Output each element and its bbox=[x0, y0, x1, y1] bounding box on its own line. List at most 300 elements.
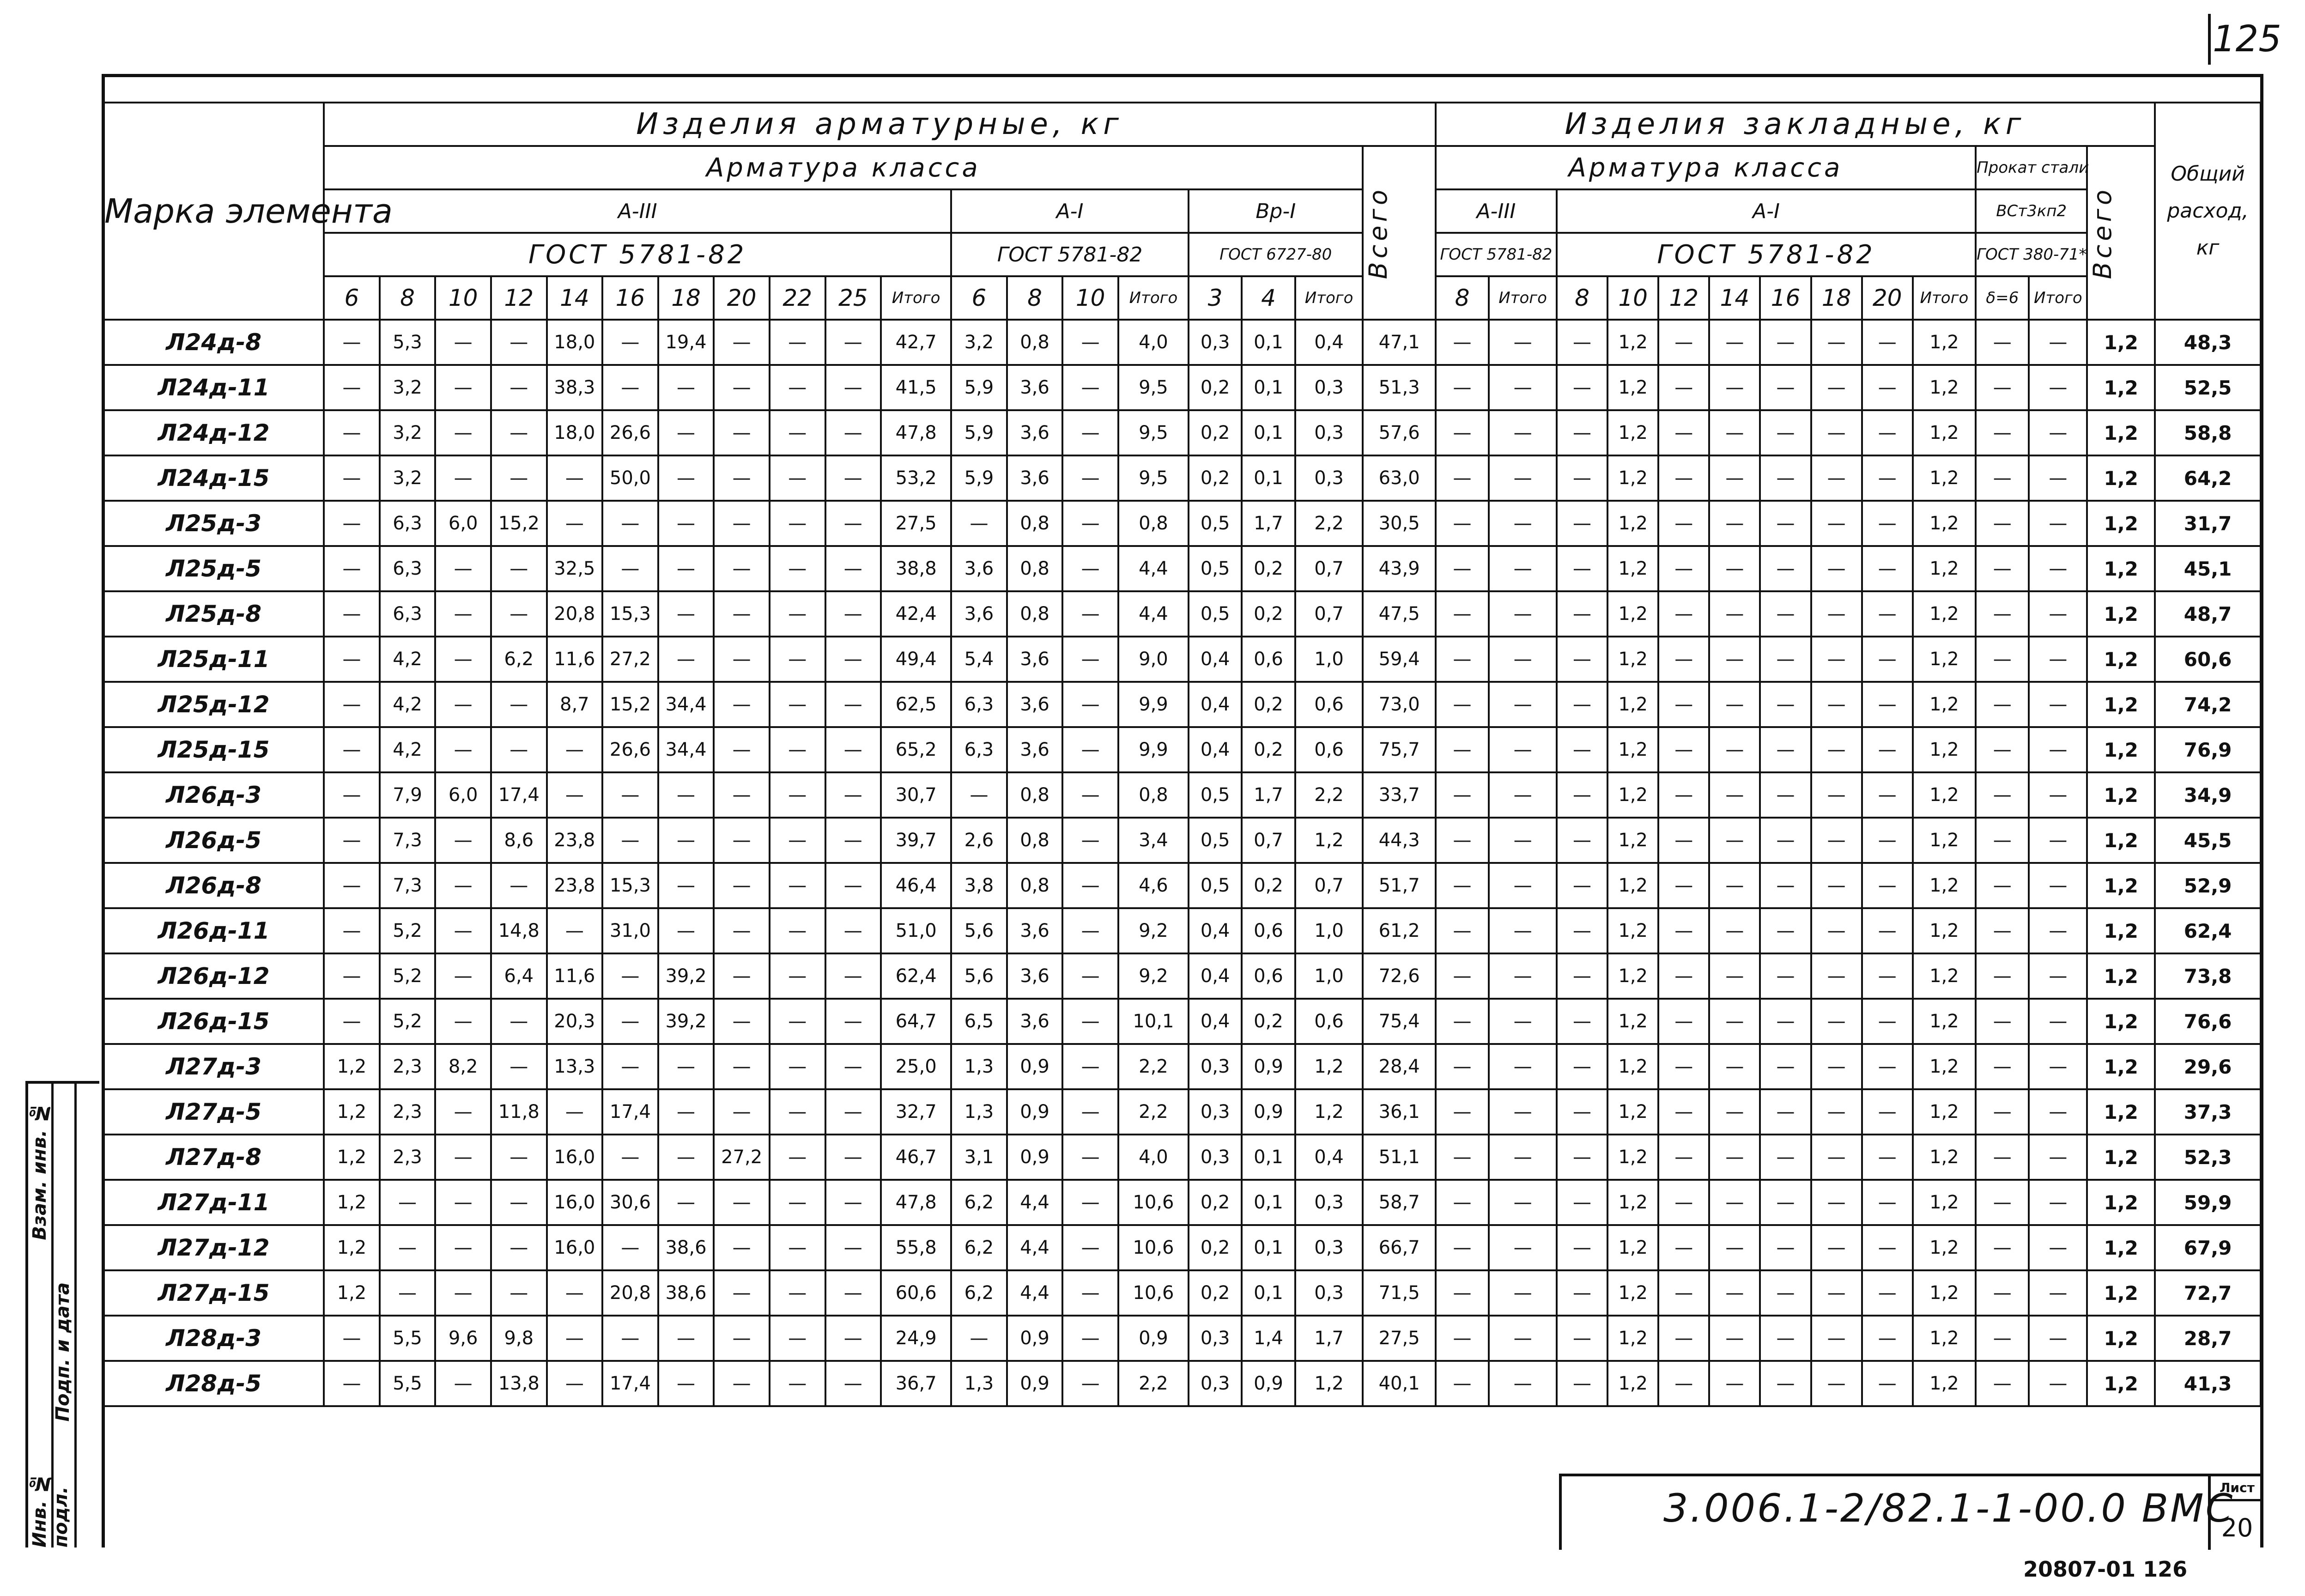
value-cell: — bbox=[1062, 1044, 1118, 1089]
value-cell: — bbox=[1811, 999, 1862, 1044]
value-cell: 0,3 bbox=[1189, 1135, 1242, 1180]
column-header: 10 bbox=[1607, 276, 1658, 320]
table-row bbox=[103, 1316, 2261, 1361]
value-cell: — bbox=[547, 1270, 603, 1316]
value-cell: 1,2 bbox=[1607, 818, 1658, 863]
element-mark-cell: Л27д-5 bbox=[103, 1089, 324, 1135]
value-cell: 3,6 bbox=[1007, 682, 1063, 727]
value-cell: 23,8 bbox=[547, 818, 603, 863]
value-cell: — bbox=[1709, 1361, 1760, 1406]
value-cell: 55,8 bbox=[881, 1225, 951, 1270]
value-cell: — bbox=[1760, 863, 1811, 908]
value-cell: 15,3 bbox=[602, 591, 658, 637]
a3-standard: ГОСТ 5781-82 bbox=[324, 233, 951, 276]
value-cell: 4,4 bbox=[1007, 1225, 1063, 1270]
value-cell: — bbox=[435, 818, 491, 863]
value-cell: — bbox=[602, 1225, 658, 1270]
value-cell: — bbox=[435, 1180, 491, 1225]
value-cell: — bbox=[770, 455, 825, 501]
value-cell: — bbox=[602, 365, 658, 410]
value-cell: 0,8 bbox=[1007, 818, 1063, 863]
value-cell: 72,6 bbox=[1363, 953, 1435, 999]
value-cell: 34,4 bbox=[658, 682, 714, 727]
value-cell: — bbox=[1811, 1361, 1862, 1406]
value-cell: 1,2 bbox=[1607, 320, 1658, 365]
column-header: Итого bbox=[881, 276, 951, 320]
value-cell: 3,6 bbox=[1007, 908, 1063, 953]
value-cell: — bbox=[324, 999, 380, 1044]
value-cell: 10,6 bbox=[1118, 1180, 1189, 1225]
value-cell: 1,2 bbox=[1607, 727, 1658, 772]
column-header: 8 bbox=[1007, 276, 1063, 320]
value-cell: 58,8 bbox=[2155, 410, 2261, 455]
value-cell: — bbox=[1436, 999, 1489, 1044]
value-cell: — bbox=[602, 546, 658, 591]
value-cell: — bbox=[1709, 772, 1760, 818]
value-cell: 1,2 bbox=[1607, 1225, 1658, 1270]
value-cell: 15,2 bbox=[491, 501, 547, 546]
value-cell: — bbox=[658, 365, 714, 410]
sidebar-inv-no: Инв. № подл. bbox=[29, 1473, 72, 1547]
value-cell: 3,6 bbox=[1007, 953, 1063, 999]
value-cell: — bbox=[1489, 637, 1557, 682]
value-cell: 42,4 bbox=[881, 591, 951, 637]
value-cell: 6,0 bbox=[435, 501, 491, 546]
value-cell: 3,6 bbox=[951, 591, 1007, 637]
value-cell: 8,2 bbox=[435, 1044, 491, 1089]
value-cell: 3,1 bbox=[951, 1135, 1007, 1180]
value-cell: — bbox=[770, 682, 825, 727]
value-cell: 34,9 bbox=[2155, 772, 2261, 818]
a1-standard: ГОСТ 5781-82 bbox=[951, 233, 1189, 276]
value-cell: — bbox=[1709, 1225, 1760, 1270]
value-cell: 27,2 bbox=[602, 637, 658, 682]
value-cell: 28,7 bbox=[2155, 1316, 2261, 1361]
value-cell: 44,3 bbox=[1363, 818, 1435, 863]
value-cell: 20,3 bbox=[547, 999, 603, 1044]
value-cell: — bbox=[1811, 863, 1862, 908]
value-cell: 64,2 bbox=[2155, 455, 2261, 501]
value-cell: — bbox=[2029, 863, 2087, 908]
value-cell: — bbox=[2029, 410, 2087, 455]
value-cell: 7,3 bbox=[380, 818, 436, 863]
value-cell: 9,0 bbox=[1118, 637, 1189, 682]
value-cell: 3,2 bbox=[380, 410, 436, 455]
value-cell: — bbox=[1557, 501, 1607, 546]
value-cell: — bbox=[1436, 863, 1489, 908]
sheet-box bbox=[2208, 1476, 2263, 1550]
value-cell: 31,0 bbox=[602, 908, 658, 953]
value-cell: 1,2 bbox=[2087, 863, 2155, 908]
value-cell: 1,2 bbox=[1607, 365, 1658, 410]
emb-a3-class-header: А-III bbox=[1436, 189, 1557, 233]
value-cell: — bbox=[1811, 682, 1862, 727]
value-cell: 1,2 bbox=[2087, 1225, 2155, 1270]
value-cell: 1,2 bbox=[1913, 1270, 1976, 1316]
value-cell: — bbox=[1709, 365, 1760, 410]
value-cell: 1,7 bbox=[1242, 772, 1295, 818]
value-cell: 20,8 bbox=[602, 1270, 658, 1316]
value-cell: — bbox=[1811, 410, 1862, 455]
value-cell: 5,9 bbox=[951, 365, 1007, 410]
sidebar-sign-date: Подп. и дата bbox=[52, 1282, 73, 1422]
value-cell: — bbox=[1976, 1270, 2029, 1316]
value-cell: — bbox=[1811, 818, 1862, 863]
value-cell: — bbox=[825, 546, 881, 591]
value-cell: — bbox=[2029, 501, 2087, 546]
value-cell: — bbox=[1760, 1089, 1811, 1135]
value-cell: 2,6 bbox=[951, 818, 1007, 863]
value-cell: 1,2 bbox=[2087, 1180, 2155, 1225]
value-cell: 1,2 bbox=[1607, 1044, 1658, 1089]
value-cell: 0,5 bbox=[1189, 501, 1242, 546]
value-cell: 41,3 bbox=[2155, 1361, 2261, 1406]
column-header: 10 bbox=[435, 276, 491, 320]
value-cell: — bbox=[1862, 320, 1913, 365]
value-cell: — bbox=[2029, 999, 2087, 1044]
value-cell: — bbox=[1436, 772, 1489, 818]
column-header: 3 bbox=[1189, 276, 1242, 320]
value-cell: 1,2 bbox=[2087, 501, 2155, 546]
value-cell: 0,9 bbox=[1242, 1044, 1295, 1089]
value-cell: 0,4 bbox=[1189, 682, 1242, 727]
value-cell: — bbox=[770, 1270, 825, 1316]
value-cell: — bbox=[1658, 591, 1709, 637]
value-cell: — bbox=[435, 591, 491, 637]
value-cell: 3,4 bbox=[1118, 818, 1189, 863]
value-cell: — bbox=[770, 591, 825, 637]
value-cell: — bbox=[1976, 682, 2029, 727]
value-cell: 1,2 bbox=[324, 1135, 380, 1180]
value-cell: 67,9 bbox=[2155, 1225, 2261, 1270]
value-cell: — bbox=[2029, 908, 2087, 953]
value-cell: 0,2 bbox=[1189, 1180, 1242, 1225]
value-cell: 1,2 bbox=[1607, 1270, 1658, 1316]
value-cell: — bbox=[1862, 1270, 1913, 1316]
value-cell: — bbox=[435, 953, 491, 999]
column-header: 10 bbox=[1062, 276, 1118, 320]
value-cell: — bbox=[1062, 1135, 1118, 1180]
value-cell: — bbox=[1658, 999, 1709, 1044]
value-cell: 6,3 bbox=[380, 546, 436, 591]
value-cell: — bbox=[602, 1316, 658, 1361]
value-cell: 52,5 bbox=[2155, 365, 2261, 410]
value-cell: — bbox=[770, 1316, 825, 1361]
value-cell: — bbox=[658, 501, 714, 546]
value-cell: — bbox=[1709, 682, 1760, 727]
value-cell: 45,5 bbox=[2155, 818, 2261, 863]
value-cell: 1,2 bbox=[1607, 953, 1658, 999]
value-cell: — bbox=[825, 772, 881, 818]
value-cell: 14,8 bbox=[491, 908, 547, 953]
value-cell: — bbox=[602, 953, 658, 999]
value-cell: 1,2 bbox=[1607, 546, 1658, 591]
value-cell: 1,2 bbox=[1913, 818, 1976, 863]
column-header: Итого bbox=[1118, 276, 1189, 320]
value-cell: 1,2 bbox=[1913, 1089, 1976, 1135]
value-cell: 5,5 bbox=[380, 1361, 436, 1406]
value-cell: — bbox=[1760, 953, 1811, 999]
value-cell: — bbox=[1062, 1270, 1118, 1316]
value-cell: — bbox=[324, 818, 380, 863]
value-cell: — bbox=[1709, 1270, 1760, 1316]
value-cell: 3,6 bbox=[1007, 410, 1063, 455]
header-row-1 bbox=[103, 103, 2261, 146]
value-cell: — bbox=[1062, 365, 1118, 410]
value-cell: — bbox=[1811, 727, 1862, 772]
value-cell: 1,2 bbox=[1295, 1361, 1363, 1406]
value-cell: 0,4 bbox=[1189, 637, 1242, 682]
value-cell: 76,6 bbox=[2155, 999, 2261, 1044]
value-cell: — bbox=[324, 727, 380, 772]
value-cell: — bbox=[1489, 591, 1557, 637]
value-cell: — bbox=[1811, 908, 1862, 953]
value-cell: — bbox=[1862, 1316, 1913, 1361]
rebar-products-header: Изделия арматурные, кг bbox=[324, 103, 1436, 146]
value-cell: 2,2 bbox=[1295, 501, 1363, 546]
value-cell: — bbox=[1489, 1361, 1557, 1406]
value-cell: 5,2 bbox=[380, 953, 436, 999]
value-cell: 29,6 bbox=[2155, 1044, 2261, 1089]
value-cell: — bbox=[825, 999, 881, 1044]
value-cell: 10,6 bbox=[1118, 1270, 1189, 1316]
table-row bbox=[103, 365, 2261, 410]
value-cell: — bbox=[1760, 908, 1811, 953]
value-cell: — bbox=[1062, 455, 1118, 501]
value-cell: — bbox=[1709, 999, 1760, 1044]
material-spec-table bbox=[103, 102, 2262, 1407]
value-cell: 75,4 bbox=[1363, 999, 1435, 1044]
value-cell: — bbox=[1976, 1180, 2029, 1225]
value-cell: — bbox=[1436, 455, 1489, 501]
value-cell: — bbox=[658, 772, 714, 818]
value-cell: 5,9 bbox=[951, 455, 1007, 501]
value-cell: 0,2 bbox=[1242, 546, 1295, 591]
value-cell: 5,4 bbox=[951, 637, 1007, 682]
value-cell: — bbox=[2029, 637, 2087, 682]
value-cell: 1,2 bbox=[1913, 727, 1976, 772]
value-cell: — bbox=[1436, 1089, 1489, 1135]
value-cell: — bbox=[1709, 1316, 1760, 1361]
value-cell: 0,5 bbox=[1189, 818, 1242, 863]
value-cell: — bbox=[1557, 1089, 1607, 1135]
value-cell: — bbox=[1658, 682, 1709, 727]
table-row bbox=[103, 727, 2261, 772]
value-cell: 1,2 bbox=[1913, 863, 1976, 908]
value-cell: 1,2 bbox=[1607, 1316, 1658, 1361]
vr1-standard: ГОСТ 6727-80 bbox=[1189, 233, 1363, 276]
value-cell: — bbox=[547, 908, 603, 953]
value-cell: 0,8 bbox=[1007, 772, 1063, 818]
element-mark-cell: Л27д-15 bbox=[103, 1270, 324, 1316]
value-cell: 1,2 bbox=[1913, 772, 1976, 818]
value-cell: — bbox=[770, 1044, 825, 1089]
value-cell: 39,2 bbox=[658, 999, 714, 1044]
value-cell: 27,2 bbox=[714, 1135, 770, 1180]
value-cell: 1,3 bbox=[951, 1044, 1007, 1089]
element-mark-cell: Л25д-15 bbox=[103, 727, 324, 772]
value-cell: 0,8 bbox=[1007, 591, 1063, 637]
value-cell: — bbox=[1658, 320, 1709, 365]
value-cell: — bbox=[1489, 410, 1557, 455]
value-cell: 0,8 bbox=[1007, 501, 1063, 546]
element-mark-cell: Л24д-8 bbox=[103, 320, 324, 365]
value-cell: 9,5 bbox=[1118, 365, 1189, 410]
column-header: 12 bbox=[1658, 276, 1709, 320]
value-cell: — bbox=[324, 637, 380, 682]
value-cell: 48,3 bbox=[2155, 320, 2261, 365]
value-cell: — bbox=[714, 1044, 770, 1089]
value-cell: — bbox=[1557, 999, 1607, 1044]
value-cell: — bbox=[1709, 953, 1760, 999]
value-cell: 4,4 bbox=[1118, 546, 1189, 591]
value-cell: — bbox=[1709, 1044, 1760, 1089]
value-cell: 33,7 bbox=[1363, 772, 1435, 818]
value-cell: 1,2 bbox=[1295, 818, 1363, 863]
emb-a1-standard: ГОСТ 5781-82 bbox=[1557, 233, 1976, 276]
value-cell: — bbox=[714, 772, 770, 818]
value-cell: 4,4 bbox=[1007, 1180, 1063, 1225]
value-cell: 8,7 bbox=[547, 682, 603, 727]
value-cell: — bbox=[1062, 501, 1118, 546]
value-cell: 11,8 bbox=[491, 1089, 547, 1135]
value-cell: — bbox=[435, 999, 491, 1044]
value-cell: 0,1 bbox=[1242, 365, 1295, 410]
value-cell: — bbox=[1862, 1135, 1913, 1180]
value-cell: 0,4 bbox=[1295, 1135, 1363, 1180]
value-cell: — bbox=[1489, 1089, 1557, 1135]
element-mark-cell: Л26д-11 bbox=[103, 908, 324, 953]
column-header: 20 bbox=[714, 276, 770, 320]
value-cell: 46,4 bbox=[881, 863, 951, 908]
value-cell: — bbox=[1557, 682, 1607, 727]
value-cell: — bbox=[1811, 1225, 1862, 1270]
value-cell: — bbox=[1709, 908, 1760, 953]
value-cell: — bbox=[1811, 501, 1862, 546]
value-cell: — bbox=[1811, 546, 1862, 591]
value-cell: 53,2 bbox=[881, 455, 951, 501]
value-cell: 1,2 bbox=[1913, 682, 1976, 727]
value-cell: 0,2 bbox=[1189, 455, 1242, 501]
value-cell: 52,3 bbox=[2155, 1135, 2261, 1180]
table-row bbox=[103, 455, 2261, 501]
value-cell: 30,7 bbox=[881, 772, 951, 818]
value-cell: 26,6 bbox=[602, 410, 658, 455]
value-cell: — bbox=[1709, 320, 1760, 365]
value-cell: — bbox=[1436, 320, 1489, 365]
value-cell: 50,0 bbox=[602, 455, 658, 501]
value-cell: — bbox=[547, 772, 603, 818]
value-cell: 1,2 bbox=[1913, 365, 1976, 410]
value-cell: — bbox=[1862, 410, 1913, 455]
value-cell: — bbox=[1862, 501, 1913, 546]
header-row-3 bbox=[103, 189, 2261, 233]
rebar-total-header: Всего bbox=[1363, 146, 1435, 320]
value-cell: 3,6 bbox=[1007, 637, 1063, 682]
value-cell: 9,2 bbox=[1118, 908, 1189, 953]
value-cell: 59,9 bbox=[2155, 1180, 2261, 1225]
value-cell: 40,1 bbox=[1363, 1361, 1435, 1406]
value-cell: — bbox=[491, 365, 547, 410]
table-row bbox=[103, 1044, 2261, 1089]
value-cell: — bbox=[491, 863, 547, 908]
value-cell: 38,3 bbox=[547, 365, 603, 410]
value-cell: — bbox=[825, 501, 881, 546]
value-cell: — bbox=[1658, 637, 1709, 682]
value-cell: — bbox=[714, 320, 770, 365]
value-cell: 1,3 bbox=[951, 1089, 1007, 1135]
value-cell: — bbox=[1557, 953, 1607, 999]
value-cell: 1,2 bbox=[1913, 1316, 1976, 1361]
value-cell: 49,4 bbox=[881, 637, 951, 682]
value-cell: 3,6 bbox=[1007, 999, 1063, 1044]
column-header: Итого bbox=[1489, 276, 1557, 320]
value-cell: — bbox=[1062, 772, 1118, 818]
value-cell: 9,6 bbox=[435, 1316, 491, 1361]
element-mark-cell: Л25д-5 bbox=[103, 546, 324, 591]
value-cell: — bbox=[770, 1225, 825, 1270]
value-cell: — bbox=[1760, 501, 1811, 546]
value-cell: — bbox=[1658, 1135, 1709, 1180]
value-cell: — bbox=[324, 546, 380, 591]
value-cell: — bbox=[435, 546, 491, 591]
value-cell: — bbox=[1062, 410, 1118, 455]
value-cell: — bbox=[1436, 637, 1489, 682]
value-cell: — bbox=[2029, 546, 2087, 591]
value-cell: 1,2 bbox=[1607, 1135, 1658, 1180]
value-cell: — bbox=[1760, 455, 1811, 501]
value-cell: — bbox=[1709, 1089, 1760, 1135]
value-cell: — bbox=[658, 1089, 714, 1135]
value-cell: — bbox=[1811, 1089, 1862, 1135]
value-cell: — bbox=[1436, 1270, 1489, 1316]
value-cell: — bbox=[324, 591, 380, 637]
value-cell: — bbox=[714, 1180, 770, 1225]
column-header: δ=6 bbox=[1976, 276, 2029, 320]
value-cell: — bbox=[1709, 546, 1760, 591]
value-cell: 0,1 bbox=[1242, 1225, 1295, 1270]
value-cell: 0,1 bbox=[1242, 410, 1295, 455]
value-cell: — bbox=[1976, 365, 2029, 410]
element-mark-cell: Л26д-8 bbox=[103, 863, 324, 908]
value-cell: — bbox=[1557, 1044, 1607, 1089]
value-cell: 11,6 bbox=[547, 953, 603, 999]
value-cell: 0,9 bbox=[1007, 1044, 1063, 1089]
value-cell: 1,2 bbox=[2087, 818, 2155, 863]
value-cell: — bbox=[1862, 546, 1913, 591]
value-cell: 30,5 bbox=[1363, 501, 1435, 546]
value-cell: — bbox=[1489, 863, 1557, 908]
value-cell: — bbox=[1436, 1361, 1489, 1406]
value-cell: — bbox=[1557, 455, 1607, 501]
value-cell: 1,2 bbox=[1913, 999, 1976, 1044]
value-cell: — bbox=[1557, 1316, 1607, 1361]
value-cell: — bbox=[1658, 772, 1709, 818]
value-cell: — bbox=[1760, 999, 1811, 1044]
value-cell: — bbox=[1658, 455, 1709, 501]
a3-class-header: А-III bbox=[324, 189, 951, 233]
value-cell: 65,2 bbox=[881, 727, 951, 772]
value-cell: 32,5 bbox=[547, 546, 603, 591]
value-cell: 1,2 bbox=[2087, 455, 2155, 501]
value-cell: 76,9 bbox=[2155, 727, 2261, 772]
value-cell: — bbox=[1489, 953, 1557, 999]
value-cell: — bbox=[1557, 320, 1607, 365]
value-cell: — bbox=[602, 1135, 658, 1180]
value-cell: — bbox=[1557, 1225, 1607, 1270]
value-cell: — bbox=[435, 863, 491, 908]
value-cell: — bbox=[1062, 727, 1118, 772]
